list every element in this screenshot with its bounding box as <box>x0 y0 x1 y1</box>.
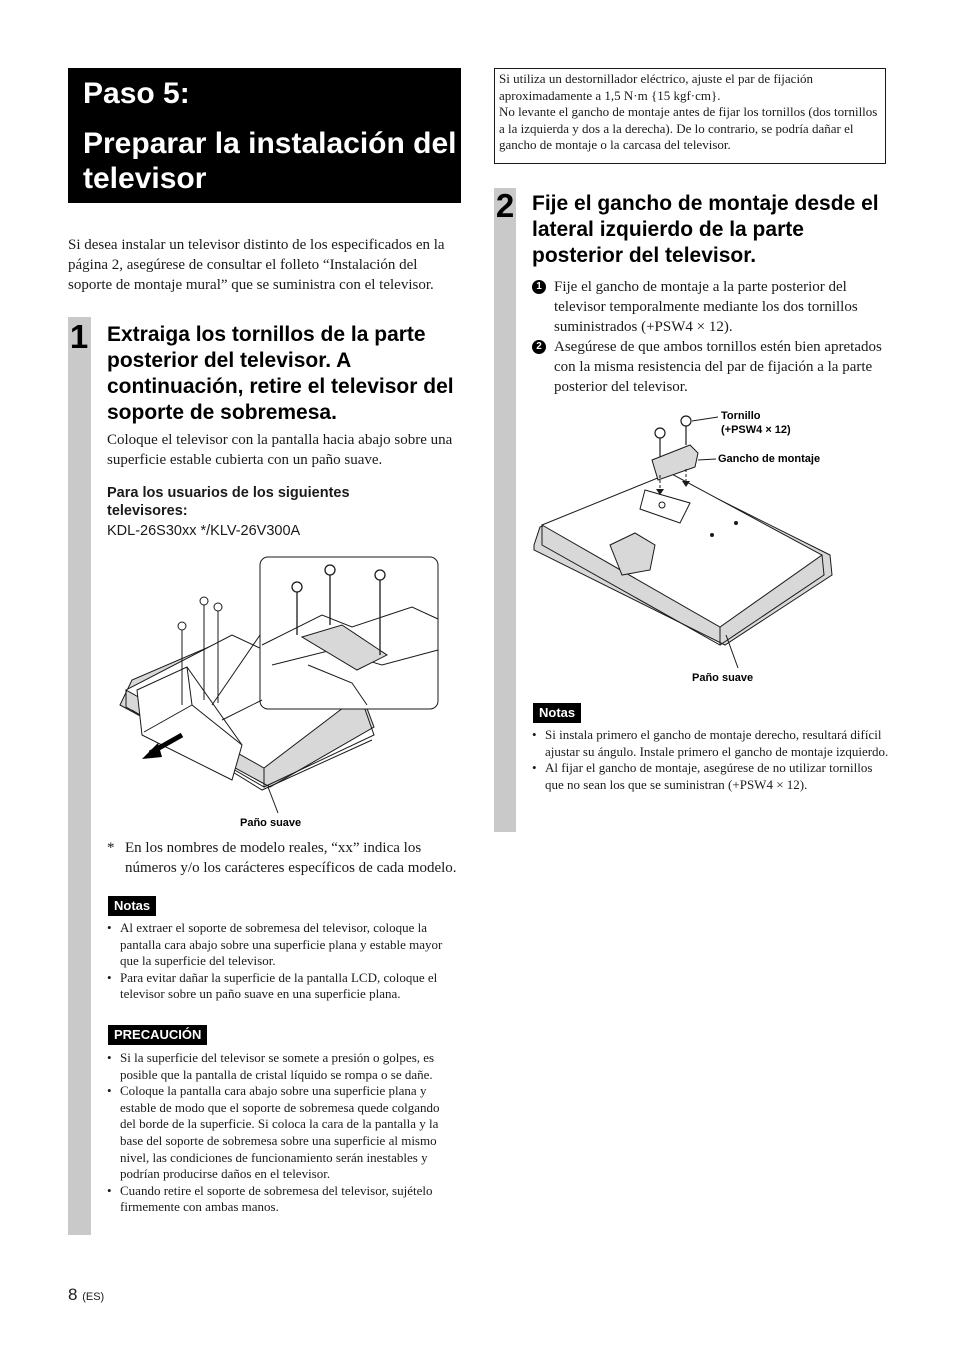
intro-paragraph: Si desea instalar un televisor distinto de los especificados en la página 2, asegúrese de consultar el folleto “Instalación del soporte de montaje mural” que se suministra con el televisor. <box>68 237 445 293</box>
list-item: • Al extraer el soporte de sobremesa del televisor, coloque la pantalla cara abajo sobre una superficie plana y estable mayor que la superficie del televisor. <box>107 920 462 970</box>
list-item: • Al fijar el gancho de montaje, asegúrese de no utilizar tornillos que no sean los que se suministran (+PSW4 × 12). <box>532 760 890 793</box>
step2-notes-label: Notas <box>533 703 581 723</box>
step1-text: Coloque el televisor con la pantalla hacia abajo sobre una superficie estable cubierta con un paño suave. <box>107 432 453 468</box>
step1-models: KDL-26S30xx */KLV-26V300A <box>107 523 301 539</box>
circled-number-icon: 1 <box>532 280 546 294</box>
step2-number: 2 <box>495 187 515 224</box>
step1-heading: Extraiga los tornillos de la parte posterior del televisor. A continuación, retire el televisor del soporte de sobremesa. <box>107 323 454 424</box>
title-text: Preparar la instalación del televisor <box>83 127 457 195</box>
step2-notes-list <box>532 727 890 793</box>
step1-number: 1 <box>69 318 89 355</box>
step1-bar <box>68 317 91 1235</box>
circled-number-icon: 2 <box>532 340 546 354</box>
page-number <box>68 1285 104 1307</box>
list-item: • Para evitar dañar la superficie de la pantalla LCD, coloque el televisor sobre un paño suave en una superficie plana. <box>107 970 462 1003</box>
list-item: • Cuando retire el soporte de sobremesa del televisor, sujételo firmemente con ambas manos. <box>107 1183 457 1216</box>
step2-heading: Fije el gancho de montaje desde el lateral izquierdo de la parte posterior del televisor. <box>532 192 879 267</box>
caution-label: PRECAUCIÓN <box>108 1025 207 1045</box>
fig-label-cloth: Paño suave <box>692 672 754 684</box>
fig-label-hook: Gancho de montaje <box>718 453 821 465</box>
list-item <box>532 337 887 397</box>
step2-item-text: Asegúrese de que ambos tornillos estén bien apretados con la misma resistencia del par de fijación a la parte posterior del televisor. <box>554 339 882 395</box>
torque-note-line: Si utiliza un destornillador eléctrico, ajuste el par de fijación aproximadamente a 1,5 N·m {15 kgf·cm}. <box>499 71 814 103</box>
list-item: • Si la superficie del televisor se somete a presión o golpes, es posible que la pantalla de cristal líquido se rompa o se dañe. <box>107 1050 457 1083</box>
page-lang: (ES) <box>82 1291 105 1303</box>
step2-items <box>532 277 887 397</box>
step1-notes-list <box>107 920 462 1003</box>
list-item: • Coloque la pantalla cara abajo sobre una superficie plana y estable de modo que el soporte de sobremesa quede colgando del borde de la superficie. Si coloca la cara de la pantalla y la base del soporte de sobremesa sobre una superficie al mismo nivel, las condiciones de funcionamiento serán inestables y podrían producirse daños en el televisor. <box>107 1083 457 1183</box>
step1-figure-label-cloth: Paño suave <box>240 817 302 829</box>
list-item: • Si instala primero el gancho de montaje derecho, resultará difícil ajustar su ángulo. Instale primero el gancho de montaje izquierdo. <box>532 727 890 760</box>
step2-figure <box>530 405 840 670</box>
page-title <box>68 68 461 203</box>
step1-figure <box>112 555 442 815</box>
step1-users-title: Para los usuarios de los siguientes televisores: <box>107 485 350 519</box>
step2-item-text: Fije el gancho de montaje a la parte posterior del televisor temporalmente mediante los dos tornillos suministrados (+PSW4 × 12). <box>554 279 858 335</box>
fig-label-screw: Tornillo <box>721 410 761 422</box>
title-step: Paso 5: <box>83 77 190 110</box>
torque-note-box <box>494 68 886 164</box>
step1-notes-label: Notas <box>108 896 156 916</box>
page-number-value: 8 <box>68 1285 78 1304</box>
footnote-mark: * <box>107 840 115 856</box>
fig-label-screw-spec: (+PSW4 × 12) <box>721 424 791 436</box>
footnote-text: En los nombres de modelo reales, “xx” indica los números y/o los carácteres específicos de cada modelo. <box>125 840 457 876</box>
caution-list <box>107 1050 457 1216</box>
step2-bar <box>494 188 516 832</box>
list-item <box>532 277 887 337</box>
torque-note-line: No levante el gancho de montaje antes de fijar los tornillos (dos tornillos a la izquierda y dos a la derecha). De lo contrario, se podría dañar el gancho de montaje o la carcasa del televisor. <box>499 104 878 153</box>
